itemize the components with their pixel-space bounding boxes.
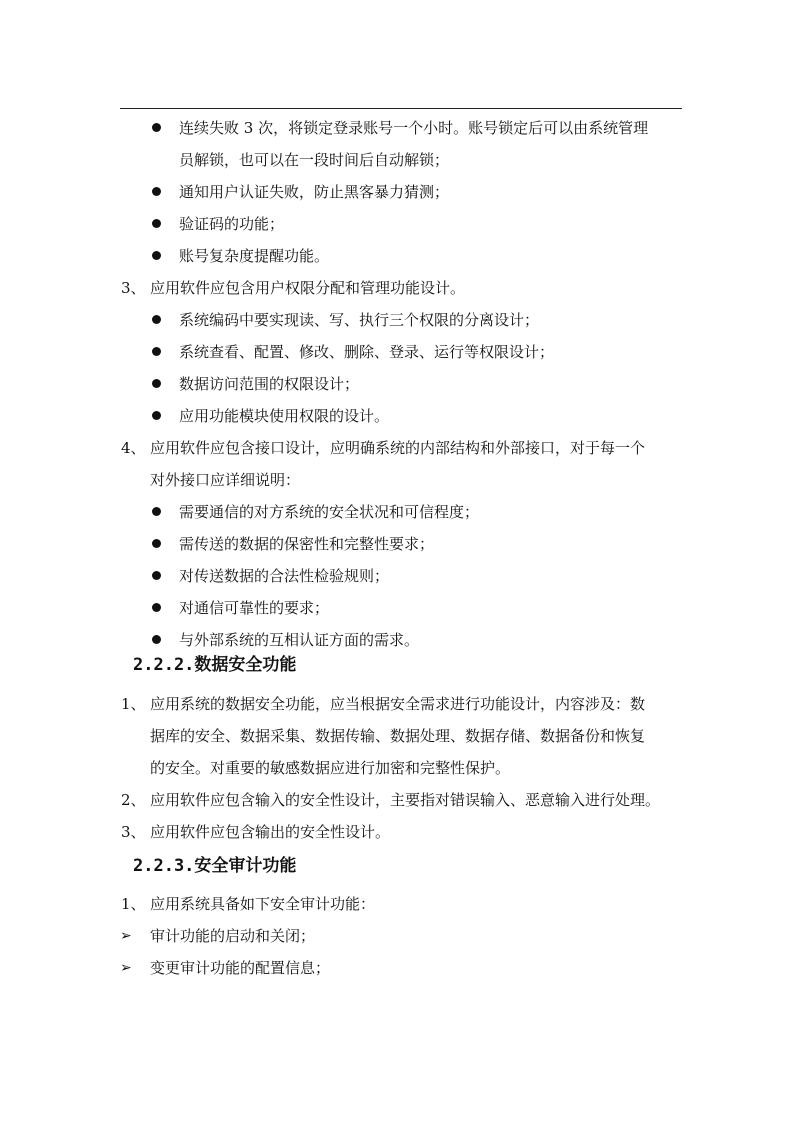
bullet-dot — [152, 635, 161, 644]
list-item-text-continued: 对外接口应详细说明： — [150, 471, 301, 489]
bullet-dot — [152, 251, 161, 260]
bullet-text: 验证码的功能； — [179, 215, 285, 233]
bullet-dot — [152, 347, 161, 356]
list-item-text: 应用软件应包含输出的安全性设计。 — [150, 823, 391, 841]
section-heading-2-2-2 — [133, 654, 296, 676]
bullet-text: 系统查看、配置、修改、删除、登录、运行等权限设计； — [179, 343, 555, 361]
list-item-text: 应用系统具备如下安全审计功能： — [150, 895, 376, 913]
bullet-dot — [152, 187, 161, 196]
section-title: 安全审计功能 — [194, 856, 297, 876]
bullet-dot — [152, 411, 161, 420]
bullet-text: 需传送的数据的保密性和完整性要求； — [179, 535, 435, 553]
section-number: 2.2.2. — [133, 655, 195, 675]
list-item-text-continued: 据库的安全、数据采集、数据传输、数据处理、数据存储、数据备份和恢复 — [150, 727, 646, 745]
bullet-dot — [152, 219, 161, 228]
bullet-text: 对传送数据的合法性检验规则； — [179, 567, 390, 585]
bullet-text: 应用功能模块使用权限的设计。 — [179, 407, 390, 425]
section-number: 2.2.3. — [133, 856, 195, 876]
arrow-list-text: 审计功能的启动和关闭； — [150, 927, 316, 945]
bullet-text: 通知用户认证失败，防止黑客暴力猜测； — [179, 183, 450, 201]
list-number: 1、 — [121, 895, 146, 913]
bullet-text: 连续失败 3 次，将锁定登录账号一个小时。账号锁定后可以由系统管理 — [179, 119, 649, 137]
bullet-dot — [152, 507, 161, 516]
bullet-dot — [152, 123, 161, 132]
bullet-text: 账号复杂度提醒功能。 — [179, 247, 330, 265]
list-item-text-continued: 的安全。对重要的敏感数据应进行加密和完整性保护。 — [150, 759, 511, 777]
bullet-dot — [152, 379, 161, 388]
list-number: 1、 — [121, 695, 146, 713]
list-item-text: 应用系统的数据安全功能，应当根据安全需求进行功能设计，内容涉及：数 — [150, 695, 646, 713]
bullet-text: 与外部系统的互相认证方面的需求。 — [179, 631, 420, 649]
bullet-text: 系统编码中要实现读、写、执行三个权限的分离设计； — [179, 311, 540, 329]
arrow-bullet-icon: ➢ — [120, 960, 132, 976]
bullet-text-continued: 员解锁，也可以在一段时间后自动解锁； — [179, 151, 450, 169]
section-title: 数据安全功能 — [194, 655, 297, 675]
list-item-text: 应用软件应包含用户权限分配和管理功能设计。 — [150, 279, 466, 297]
bullet-text: 对通信可靠性的要求； — [179, 599, 330, 617]
bullet-text: 数据访问范围的权限设计； — [179, 375, 360, 393]
list-number: 4、 — [121, 439, 146, 457]
bullet-dot — [152, 539, 161, 548]
bullet-dot — [152, 315, 161, 324]
arrow-bullet-icon: ➢ — [120, 928, 132, 944]
section-heading-2-2-3 — [133, 855, 296, 877]
bullet-text: 需要通信的对方系统的安全状况和可信程度； — [179, 503, 480, 521]
list-number: 2、 — [121, 791, 146, 809]
list-number: 3、 — [121, 279, 146, 297]
header-rule — [120, 108, 682, 109]
bullet-dot — [152, 603, 161, 612]
arrow-list-text: 变更审计功能的配置信息； — [150, 959, 331, 977]
list-number: 3、 — [121, 823, 146, 841]
bullet-dot — [152, 571, 161, 580]
list-item-text: 应用软件应包含接口设计，应明确系统的内部结构和外部接口，对于每一个 — [150, 439, 646, 457]
list-item-text: 应用软件应包含输入的安全性设计，主要指对错误输入、恶意输入进行处理。 — [150, 791, 661, 809]
